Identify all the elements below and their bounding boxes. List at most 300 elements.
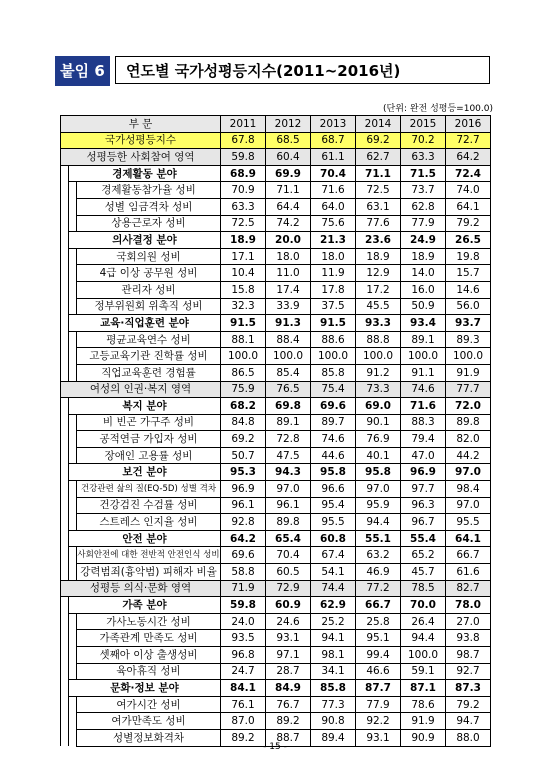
value-cell: 93.1 <box>356 729 401 746</box>
indent-cell <box>61 713 69 730</box>
indent-cell <box>61 630 69 647</box>
value-cell: 64.4 <box>266 198 311 215</box>
value-cell: 60.4 <box>266 149 311 166</box>
row-label: 평균교육연수 성비 <box>77 331 221 348</box>
row-label: 경제활동 분야 <box>69 165 221 182</box>
table-row <box>61 414 491 431</box>
value-cell: 75.4 <box>311 381 356 398</box>
value-cell: 97.1 <box>266 647 311 664</box>
table-row <box>61 281 491 298</box>
value-cell: 21.3 <box>311 232 356 249</box>
row-label: 복지 분야 <box>69 398 221 415</box>
value-cell: 20.0 <box>266 232 311 249</box>
table-row <box>61 232 491 249</box>
row-label: 경제활동참가율 성비 <box>77 182 221 199</box>
row-label: 공적연금 가입자 성비 <box>77 431 221 448</box>
value-cell: 68.2 <box>221 398 266 415</box>
value-cell: 76.1 <box>221 696 266 713</box>
value-cell: 67.4 <box>311 547 356 564</box>
indent-cell <box>61 198 69 215</box>
value-cell: 95.8 <box>356 464 401 481</box>
value-cell: 70.9 <box>221 182 266 199</box>
value-cell: 63.1 <box>356 198 401 215</box>
value-cell: 32.3 <box>221 298 266 315</box>
value-cell: 79.2 <box>446 696 491 713</box>
header-year: 2016 <box>446 116 491 133</box>
value-cell: 64.2 <box>221 530 266 547</box>
indent-cell <box>61 414 69 431</box>
table-row <box>61 182 491 199</box>
value-cell: 55.4 <box>401 530 446 547</box>
value-cell: 33.9 <box>266 298 311 315</box>
indent-cell <box>61 696 69 713</box>
value-cell: 100.0 <box>266 348 311 365</box>
attachment-badge: 붙임 6 <box>55 56 110 86</box>
table-row <box>61 149 491 166</box>
value-cell: 25.2 <box>311 613 356 630</box>
value-cell: 70.4 <box>266 547 311 564</box>
value-cell: 86.5 <box>221 364 266 381</box>
row-label: 안전 분야 <box>69 530 221 547</box>
row-label: 가사노동시간 성비 <box>77 613 221 630</box>
value-cell: 94.7 <box>446 713 491 730</box>
value-cell: 45.7 <box>401 564 446 581</box>
indent-cell <box>61 497 69 514</box>
indent-cell <box>61 165 69 182</box>
value-cell: 15.7 <box>446 265 491 282</box>
value-cell: 18.0 <box>266 248 311 265</box>
row-label: 성별정보화격차 <box>77 729 221 746</box>
value-cell: 97.0 <box>446 464 491 481</box>
indent-cell <box>61 265 69 282</box>
value-cell: 63.3 <box>221 198 266 215</box>
value-cell: 95.8 <box>311 464 356 481</box>
row-label: 사회안전에 대한 전반적 안전인식 성비 <box>77 547 221 564</box>
value-cell: 58.8 <box>221 564 266 581</box>
value-cell: 96.3 <box>401 497 446 514</box>
value-cell: 92.2 <box>356 713 401 730</box>
value-cell: 27.0 <box>446 613 491 630</box>
value-cell: 84.9 <box>266 680 311 697</box>
indent-cell <box>69 348 77 365</box>
value-cell: 67.8 <box>221 132 266 149</box>
row-label: 의사결정 분야 <box>69 232 221 249</box>
value-cell: 61.1 <box>311 149 356 166</box>
value-cell: 47.0 <box>401 447 446 464</box>
value-cell: 95.5 <box>446 514 491 531</box>
table-row <box>61 364 491 381</box>
row-label: 성별 임금격차 성비 <box>77 198 221 215</box>
value-cell: 15.8 <box>221 281 266 298</box>
value-cell: 64.0 <box>311 198 356 215</box>
row-label: 직업교육훈련 경험률 <box>77 364 221 381</box>
value-cell: 65.4 <box>266 530 311 547</box>
value-cell: 88.1 <box>221 331 266 348</box>
indent-cell <box>69 663 77 680</box>
value-cell: 19.8 <box>446 248 491 265</box>
row-label: 장애인 고용률 성비 <box>77 447 221 464</box>
value-cell: 60.5 <box>266 564 311 581</box>
value-cell: 87.1 <box>401 680 446 697</box>
value-cell: 65.2 <box>401 547 446 564</box>
value-cell: 18.9 <box>401 248 446 265</box>
indent-cell <box>61 530 69 547</box>
value-cell: 75.9 <box>221 381 266 398</box>
table-row <box>61 381 491 398</box>
value-cell: 69.6 <box>311 398 356 415</box>
value-cell: 71.9 <box>221 580 266 597</box>
table-row <box>61 481 491 498</box>
value-cell: 91.3 <box>266 315 311 332</box>
row-label: 성평등한 사회참여 영역 <box>61 149 221 166</box>
table-row <box>61 265 491 282</box>
value-cell: 78.6 <box>401 696 446 713</box>
value-cell: 63.3 <box>401 149 446 166</box>
value-cell: 97.0 <box>356 481 401 498</box>
value-cell: 97.0 <box>266 481 311 498</box>
value-cell: 59.8 <box>221 597 266 614</box>
table-row <box>61 447 491 464</box>
value-cell: 96.1 <box>221 497 266 514</box>
value-cell: 76.9 <box>356 431 401 448</box>
row-label: 육아휴직 성비 <box>77 663 221 680</box>
value-cell: 91.5 <box>311 315 356 332</box>
indent-cell <box>69 713 77 730</box>
value-cell: 89.2 <box>221 729 266 746</box>
value-cell: 62.8 <box>401 198 446 215</box>
table-row <box>61 580 491 597</box>
indent-cell <box>69 182 77 199</box>
value-cell: 96.7 <box>401 514 446 531</box>
value-cell: 34.1 <box>311 663 356 680</box>
value-cell: 72.5 <box>221 215 266 232</box>
value-cell: 72.7 <box>446 132 491 149</box>
table-row <box>61 530 491 547</box>
value-cell: 96.9 <box>401 464 446 481</box>
indent-cell <box>61 182 69 199</box>
value-cell: 24.6 <box>266 613 311 630</box>
value-cell: 95.9 <box>356 497 401 514</box>
row-label: 고등교육기관 진학률 성비 <box>77 348 221 365</box>
value-cell: 76.5 <box>266 381 311 398</box>
value-cell: 78.0 <box>446 597 491 614</box>
value-cell: 77.7 <box>446 381 491 398</box>
value-cell: 96.8 <box>221 647 266 664</box>
value-cell: 69.6 <box>221 547 266 564</box>
value-cell: 85.4 <box>266 364 311 381</box>
indent-cell <box>61 597 69 614</box>
value-cell: 14.0 <box>401 265 446 282</box>
value-cell: 84.1 <box>221 680 266 697</box>
table-header-row <box>61 116 491 133</box>
indent-cell <box>61 232 69 249</box>
value-cell: 89.8 <box>446 414 491 431</box>
value-cell: 23.6 <box>356 232 401 249</box>
row-label: 건강관련 삶의 질(EQ-5D) 성별 격차 <box>77 481 221 498</box>
value-cell: 82.7 <box>446 580 491 597</box>
value-cell: 87.3 <box>446 680 491 697</box>
page-number: - 15 - <box>263 742 287 752</box>
header-year: 2011 <box>221 116 266 133</box>
row-label: 여가시간 성비 <box>77 696 221 713</box>
row-label: 건강검진 수검률 성비 <box>77 497 221 514</box>
value-cell: 100.0 <box>446 348 491 365</box>
value-cell: 45.5 <box>356 298 401 315</box>
indent-cell <box>61 613 69 630</box>
indent-cell <box>61 680 69 697</box>
value-cell: 89.2 <box>266 713 311 730</box>
value-cell: 71.1 <box>356 165 401 182</box>
value-cell: 87.7 <box>356 680 401 697</box>
indent-cell <box>61 331 69 348</box>
value-cell: 28.7 <box>266 663 311 680</box>
row-label: 스트레스 인지율 성비 <box>77 514 221 531</box>
header-year: 2015 <box>401 116 446 133</box>
value-cell: 11.9 <box>311 265 356 282</box>
value-cell: 76.7 <box>266 696 311 713</box>
indent-cell <box>69 547 77 564</box>
value-cell: 56.0 <box>446 298 491 315</box>
table-row <box>61 630 491 647</box>
value-cell: 93.1 <box>266 630 311 647</box>
table-row <box>61 348 491 365</box>
table-row <box>61 431 491 448</box>
value-cell: 100.0 <box>311 348 356 365</box>
value-cell: 77.9 <box>401 215 446 232</box>
indent-cell <box>69 564 77 581</box>
value-cell: 64.1 <box>446 198 491 215</box>
value-cell: 11.0 <box>266 265 311 282</box>
table-row <box>61 597 491 614</box>
value-cell: 96.1 <box>266 497 311 514</box>
value-cell: 17.4 <box>266 281 311 298</box>
indent-cell <box>69 696 77 713</box>
row-label: 국가성평등지수 <box>61 132 221 149</box>
value-cell: 72.4 <box>446 165 491 182</box>
value-cell: 100.0 <box>356 348 401 365</box>
indent-cell <box>61 447 69 464</box>
value-cell: 87.0 <box>221 713 266 730</box>
value-cell: 70.0 <box>401 597 446 614</box>
indent-cell <box>69 514 77 531</box>
table-row <box>61 464 491 481</box>
value-cell: 94.1 <box>311 630 356 647</box>
row-label: 성평등 의식·문화 영역 <box>61 580 221 597</box>
table-row <box>61 198 491 215</box>
row-label: 상용근로자 성비 <box>77 215 221 232</box>
value-cell: 89.1 <box>401 331 446 348</box>
value-cell: 55.1 <box>356 530 401 547</box>
table-row <box>61 331 491 348</box>
table-row <box>61 398 491 415</box>
indent-cell <box>61 364 69 381</box>
value-cell: 69.2 <box>356 132 401 149</box>
page-header <box>55 56 492 86</box>
value-cell: 40.1 <box>356 447 401 464</box>
header-year: 2014 <box>356 116 401 133</box>
value-cell: 89.7 <box>311 414 356 431</box>
row-label: 비 빈곤 가구주 성비 <box>77 414 221 431</box>
value-cell: 18.9 <box>356 248 401 265</box>
value-cell: 62.7 <box>356 149 401 166</box>
row-label: 강력범죄(흉악범) 피해자 비율 <box>77 564 221 581</box>
value-cell: 14.6 <box>446 281 491 298</box>
value-cell: 73.7 <box>401 182 446 199</box>
value-cell: 26.5 <box>446 232 491 249</box>
value-cell: 90.1 <box>356 414 401 431</box>
table-row <box>61 248 491 265</box>
value-cell: 12.9 <box>356 265 401 282</box>
value-cell: 73.3 <box>356 381 401 398</box>
value-cell: 91.1 <box>401 364 446 381</box>
indent-cell <box>69 215 77 232</box>
value-cell: 72.8 <box>266 431 311 448</box>
indent-cell <box>69 265 77 282</box>
gender-equality-index-table <box>60 115 491 747</box>
value-cell: 61.6 <box>446 564 491 581</box>
indent-cell <box>61 547 69 564</box>
value-cell: 50.7 <box>221 447 266 464</box>
indent-cell <box>69 613 77 630</box>
indent-cell <box>61 348 69 365</box>
value-cell: 91.9 <box>446 364 491 381</box>
value-cell: 85.8 <box>311 364 356 381</box>
value-cell: 93.7 <box>446 315 491 332</box>
value-cell: 89.3 <box>446 331 491 348</box>
value-cell: 91.9 <box>401 713 446 730</box>
value-cell: 93.3 <box>356 315 401 332</box>
value-cell: 17.8 <box>311 281 356 298</box>
value-cell: 37.5 <box>311 298 356 315</box>
indent-cell <box>61 564 69 581</box>
value-cell: 70.4 <box>311 165 356 182</box>
value-cell: 93.4 <box>401 315 446 332</box>
value-cell: 59.1 <box>401 663 446 680</box>
value-cell: 60.8 <box>311 530 356 547</box>
value-cell: 50.9 <box>401 298 446 315</box>
value-cell: 66.7 <box>356 597 401 614</box>
value-cell: 74.6 <box>401 381 446 398</box>
value-cell: 68.5 <box>266 132 311 149</box>
value-cell: 88.3 <box>401 414 446 431</box>
value-cell: 93.5 <box>221 630 266 647</box>
value-cell: 69.9 <box>266 165 311 182</box>
value-cell: 100.0 <box>401 647 446 664</box>
value-cell: 47.5 <box>266 447 311 464</box>
value-cell: 74.0 <box>446 182 491 199</box>
value-cell: 74.4 <box>311 580 356 597</box>
value-cell: 72.0 <box>446 398 491 415</box>
value-cell: 63.2 <box>356 547 401 564</box>
value-cell: 24.7 <box>221 663 266 680</box>
table-row <box>61 298 491 315</box>
value-cell: 77.2 <box>356 580 401 597</box>
indent-cell <box>61 647 69 664</box>
row-label: 문화·정보 분야 <box>69 680 221 697</box>
value-cell: 24.9 <box>401 232 446 249</box>
value-cell: 59.8 <box>221 149 266 166</box>
indent-cell <box>69 447 77 464</box>
table-row <box>61 680 491 697</box>
indent-cell <box>69 198 77 215</box>
value-cell: 74.6 <box>311 431 356 448</box>
value-cell: 10.4 <box>221 265 266 282</box>
value-cell: 79.2 <box>446 215 491 232</box>
value-cell: 44.2 <box>446 447 491 464</box>
value-cell: 79.4 <box>401 431 446 448</box>
value-cell: 71.1 <box>266 182 311 199</box>
value-cell: 88.6 <box>311 331 356 348</box>
value-cell: 89.4 <box>311 729 356 746</box>
value-cell: 69.0 <box>356 398 401 415</box>
header-year: 2012 <box>266 116 311 133</box>
row-label: 관리자 성비 <box>77 281 221 298</box>
value-cell: 77.3 <box>311 696 356 713</box>
value-cell: 91.5 <box>221 315 266 332</box>
value-cell: 60.9 <box>266 597 311 614</box>
indent-cell <box>69 331 77 348</box>
value-cell: 82.0 <box>446 431 491 448</box>
indent-cell <box>69 497 77 514</box>
table-row <box>61 315 491 332</box>
value-cell: 95.5 <box>311 514 356 531</box>
value-cell: 26.4 <box>401 613 446 630</box>
indent-cell <box>61 248 69 265</box>
value-cell: 75.6 <box>311 215 356 232</box>
value-cell: 64.1 <box>446 530 491 547</box>
indent-cell <box>69 281 77 298</box>
value-cell: 88.7 <box>266 729 311 746</box>
value-cell: 92.7 <box>446 663 491 680</box>
row-label: 가족 분야 <box>69 597 221 614</box>
value-cell: 24.0 <box>221 613 266 630</box>
table-row <box>61 613 491 630</box>
row-label: 여가만족도 성비 <box>77 713 221 730</box>
row-label: 가족관계 만족도 성비 <box>77 630 221 647</box>
value-cell: 89.1 <box>266 414 311 431</box>
indent-cell <box>61 663 69 680</box>
indent-cell <box>61 481 69 498</box>
table-row <box>61 713 491 730</box>
value-cell: 71.5 <box>401 165 446 182</box>
value-cell: 71.6 <box>401 398 446 415</box>
value-cell: 74.2 <box>266 215 311 232</box>
value-cell: 84.8 <box>221 414 266 431</box>
indent-cell <box>61 514 69 531</box>
indent-cell <box>69 630 77 647</box>
indent-cell <box>69 481 77 498</box>
unit-note: (단위: 완전 성평등=100.0) <box>383 104 493 114</box>
value-cell: 68.7 <box>311 132 356 149</box>
table-row <box>61 564 491 581</box>
value-cell: 25.8 <box>356 613 401 630</box>
document-title: 연도별 국가성평등지수(2011~2016년) <box>115 56 490 84</box>
indent-cell <box>61 281 69 298</box>
value-cell: 94.4 <box>356 514 401 531</box>
indent-cell <box>61 298 69 315</box>
indent-cell <box>69 431 77 448</box>
value-cell: 18.0 <box>311 248 356 265</box>
table-row <box>61 165 491 182</box>
value-cell: 78.5 <box>401 580 446 597</box>
value-cell: 69.8 <box>266 398 311 415</box>
value-cell: 16.0 <box>401 281 446 298</box>
table-row <box>61 547 491 564</box>
value-cell: 97.7 <box>401 481 446 498</box>
indent-cell <box>69 248 77 265</box>
value-cell: 98.1 <box>311 647 356 664</box>
value-cell: 64.2 <box>446 149 491 166</box>
